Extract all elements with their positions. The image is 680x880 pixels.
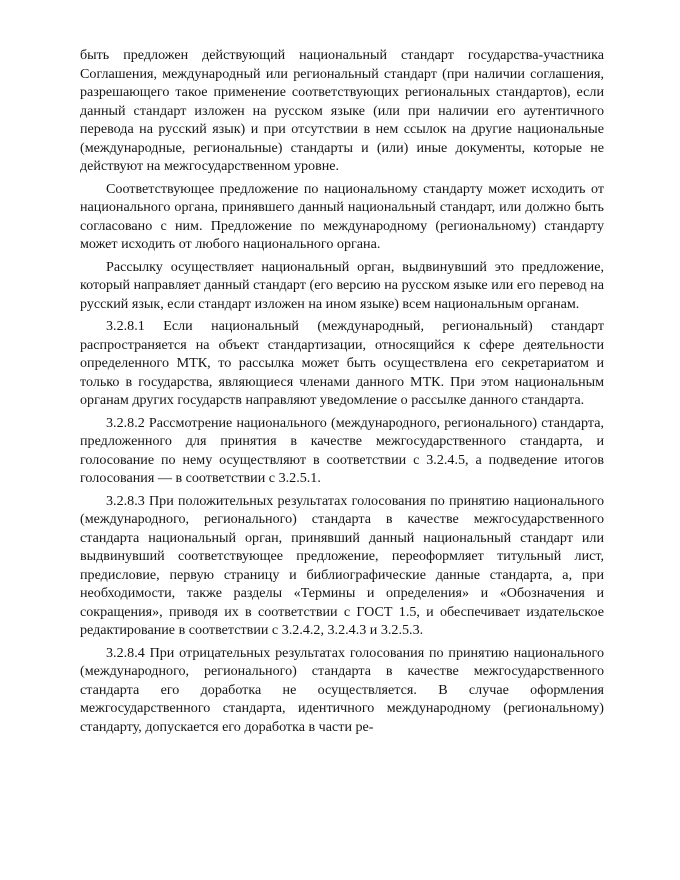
document-page (80, 46, 604, 736)
paragraph-proposal-source: Соответствующее предложение по национальному стандарту может исходить от национального органа, принявшего данный национальный стандарт, или должно быть согласовано с ним. Предложение по международному (региональному) стандарту может исходить от любого национального органа. (80, 180, 604, 252)
clause-3-2-8-4: 3.2.8.4 При отрицательных результатах голосования по принятию национального (международного, регионального) стандарта в качестве межгосударственного стандарта его доработка не осуществляется. В случае оформления межгосударственного стандарта, идентичного международному (региональному) стандарту, допускается его доработка в части ре- (80, 644, 604, 735)
clause-3-2-8-1: 3.2.8.1 Если национальный (международный, региональный) стандарт распространяется на объект стандартизации, относящийся к сфере деятельности определенного МТК, то рассылка может быть осуществлена его секретариатом и только в государства, являющиеся членами данного МТК. При этом национальным органам других государств направляют уведомление о рассылке данного стандарта. (80, 318, 604, 408)
paragraph-distribution: Рассылку осуществляет национальный орган, выдвинувший это предложение, который направляет данный стандарт (его версию на русском языке или его перевод на русский язык, если стандарт изложен на ином языке) всем национальным органам. (80, 258, 604, 312)
clause-3-2-8-3: 3.2.8.3 При положительных результатах голосования по принятию национального (международного, регионального) стандарта в качестве межгосударственного стандарта национальный орган, принявший данный национальный стандарт или выдвинувший соответствующее предложение, переоформляет титульный лист, предисловие, первую страницу и библиографические данные стандарта, а, при необходимости, также разделы «Термины и определения» и «Обозначения и сокращения», приводя их в соответствии с ГОСТ 1.5, и обеспечивает издательское редактирование в соответствии с 3.2.4.2, 3.2.4.3 и 3.2.5.3. (80, 492, 604, 638)
clause-3-2-8-2: 3.2.8.2 Рассмотрение национального (международного, регионального) стандарта, предложенного для принятия в качестве межгосударственного стандарта, и голосование по нему осуществляют в соответствии с 3.2.4.5, а подведение итогов голосования — в соответствии с 3.2.5.1. (80, 414, 604, 486)
paragraph-continuation: быть предложен действующий национальный стандарт государства-участника Соглашения, международный или региональный стандарт (при наличии соглашения, разрешающего такое применение соответствующих региональных стандартов), если данный стандарт изложен на русском языке (или при наличии его аутентичного перевода на русский язык) и при отсутствии в нем ссылок на другие национальные (международные, региональные) стандарты и (или) иные документы, которые не действуют на межгосударственном уровне. (80, 47, 604, 174)
